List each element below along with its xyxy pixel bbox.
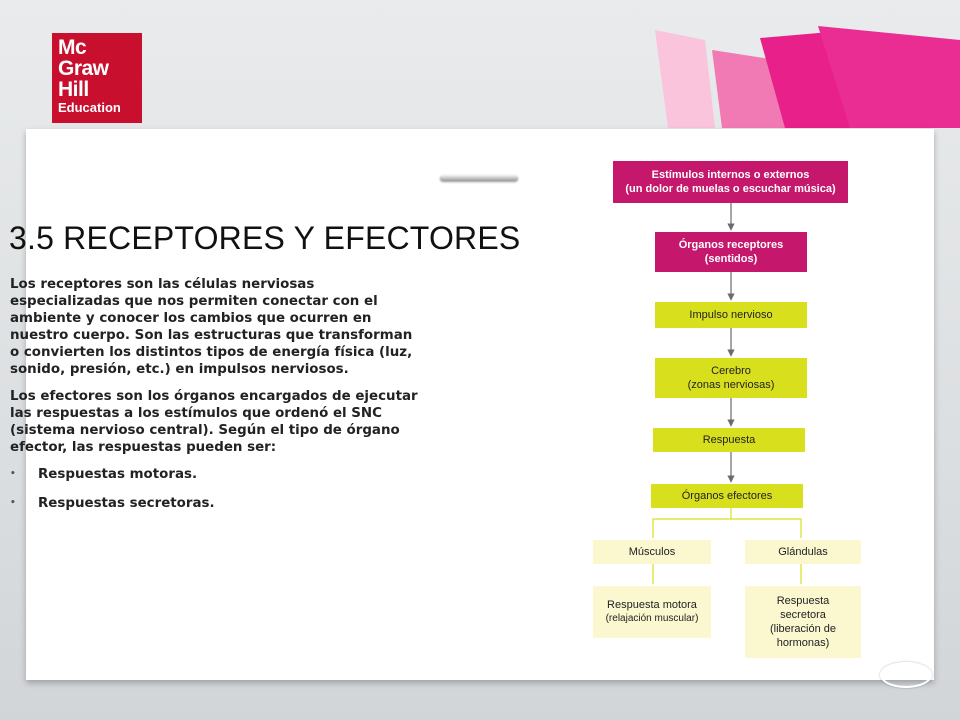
list-item-text: Respuestas secretoras. — [38, 496, 215, 511]
node-respuesta-secretora — [745, 586, 861, 658]
logo-line-4: Education — [58, 100, 121, 115]
node-text: (sentidos) — [704, 253, 758, 265]
node-glandulas — [745, 540, 861, 564]
mcgraw-hill-logo — [52, 33, 142, 123]
node-text: (zonas nerviosas) — [687, 379, 775, 391]
node-text: Órganos receptores — [678, 239, 784, 251]
list-item-text: Respuestas motoras. — [38, 467, 198, 482]
node-musculos — [593, 540, 711, 564]
node-text: Músculos — [628, 546, 676, 558]
node-text: (liberación de — [769, 623, 837, 635]
node-text: Respuesta — [702, 434, 756, 446]
branch-connector — [731, 519, 801, 538]
node-text: Impulso nervioso — [689, 309, 773, 321]
branch-connector — [653, 508, 731, 538]
bullet-icon: • — [10, 469, 16, 479]
logo-line-2: Graw — [58, 57, 109, 80]
paragraph-efectores: Los efectores son los órganos encargados de ejecutar las respuestas a los estímulos que ordenó el SNC (sistema nervioso central). Según el tipo de órgano efector, las respuestas pueden ser: — [10, 389, 418, 455]
flow-diagram — [583, 148, 868, 663]
node-text: Estímulos internos o externos — [651, 169, 810, 181]
body-text — [10, 276, 420, 524]
list-item — [10, 466, 420, 483]
page-title: 3.5 RECEPTORES Y EFECTORES — [9, 220, 521, 256]
logo-line-1: Mc — [58, 36, 87, 59]
oval-nav-icon[interactable] — [880, 662, 932, 688]
node-text: Respuesta — [776, 595, 830, 607]
slider-handle[interactable] — [440, 175, 518, 181]
node-text: hormonas) — [776, 637, 830, 649]
ribbon-light — [655, 30, 715, 128]
node-text: Glándulas — [778, 546, 828, 558]
logo-line-3: Hill — [58, 78, 89, 101]
node-receptores — [655, 232, 807, 272]
paragraph-receptores: Los receptores son las células nerviosas especializadas que nos permiten conectar con el ambiente y conocer los cambios que ocurren en nuestro cuerpo. Son las estructuras que transforman o convierten los distintos tipos de energía física (luz, sonido, presión, etc.) en impulsos nerviosos. — [10, 277, 413, 377]
node-text: (relajación muscular) — [605, 613, 699, 624]
node-text: Cerebro — [711, 365, 751, 377]
node-text: (un dolor de muelas o escuchar música) — [625, 183, 836, 195]
node-respuesta — [653, 428, 805, 452]
node-respuesta-motora — [593, 586, 711, 638]
bullet-icon: • — [10, 498, 16, 508]
list-item — [10, 495, 420, 512]
node-text: secretora — [780, 609, 826, 621]
node-cerebro — [655, 358, 807, 398]
node-text: Respuesta motora — [607, 599, 697, 611]
node-estimulos — [613, 161, 848, 203]
node-efectores — [651, 484, 803, 508]
node-text: Órganos efectores — [681, 490, 773, 502]
response-list — [10, 466, 420, 512]
node-impulso — [655, 302, 807, 328]
